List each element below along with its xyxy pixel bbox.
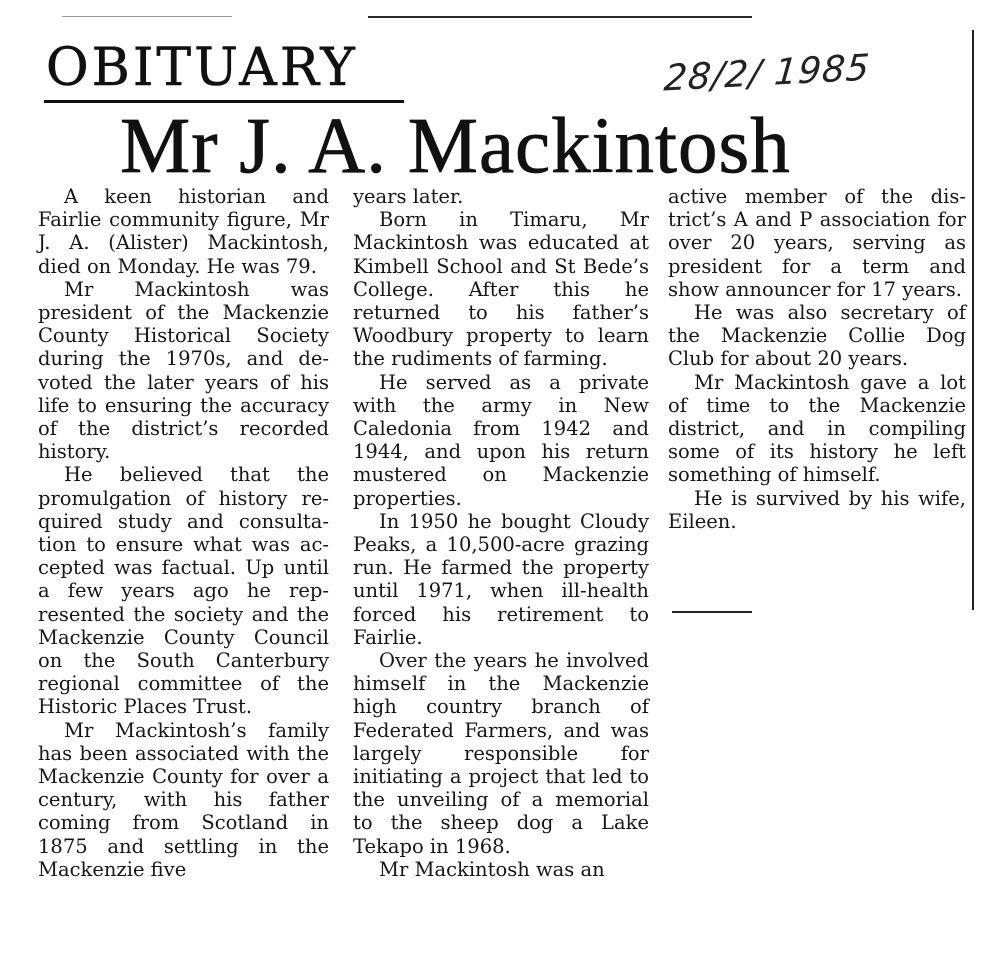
paragraph: In 1950 he bought Cloudy Peaks, a 10,500-acre grazing run. He farmed the property until 1971, when ill-health forced his retirement to Fairlie.: [353, 509, 649, 649]
section-label: OBITUARY: [46, 38, 358, 98]
handwritten-date: 28/2/ 1985: [662, 47, 872, 100]
paragraph: He is survived by his wife, Eileen.: [668, 486, 966, 533]
top-edge-rule: [368, 16, 752, 18]
paragraph: He was also secretary of the Mackenzie Collie Dog Club for about 20 years.: [668, 301, 966, 371]
paragraph: Mr Mackintosh was an: [379, 857, 605, 881]
paragraph: He believed that the promulgation of history required study and consultation to ensure what was accepted was factual. Up until a few years ago he represented the society and the Mackenzie County Council on the South Canterbury regional committee of the Historic Places Trust.: [38, 463, 329, 719]
paragraph: active member of the district’s A and P association for over 20 years, serving as president for a term and show announcer for 17 years.: [668, 185, 966, 301]
top-edge-rule-left: [62, 16, 232, 17]
article-end-rule: [672, 611, 752, 613]
paragraph: He served as a private with the army in New Caledonia from 1942 and 1944, and upon his return mustered on Mackenzie properties.: [353, 370, 649, 510]
paragraph: Over the years he involved himself in the Mackenzie high country branch of Federated Farmers, and was largely responsible for initiating a project that led to the unveiling of a memorial to the sheep dog a Lake Tekapo in 1968.: [353, 649, 649, 858]
paragraph: Mr Mackintosh gave a lot of time to the Mackenzie district, and in compiling some of its history he left something of himself.: [668, 370, 966, 487]
article-column-1: [38, 185, 329, 881]
paragraph: A keen historian and Fairlie community figure, Mr J. A. (Alister) Mackintosh, died on Monday. He was 79.: [38, 185, 329, 278]
paragraph: Mr Mackintosh was president of the Mackenzie County Historical Society during the 1970s, and devoted the later years of his life to ensuring the accuracy of the district’s recorded history.: [38, 277, 329, 464]
paragraph: Mr Mackintosh’s family has been associated with the Mackenzie County for over a century, with his father coming from Scotland in 1875 and settling in the Mackenzie five: [38, 718, 329, 881]
article-column-2: [353, 185, 649, 881]
paragraph: Born in Timaru, Mr Mackintosh was educated at Kimbell School and St Bede’s College. After this he returned to his father’s Woodbury property to learn the rudiments of farming.: [353, 208, 649, 371]
article-column-3: [668, 185, 966, 533]
headline: Mr J. A. Mackintosh: [120, 103, 791, 190]
paragraph: years later.: [353, 185, 464, 208]
column-border-rule: [972, 30, 974, 610]
